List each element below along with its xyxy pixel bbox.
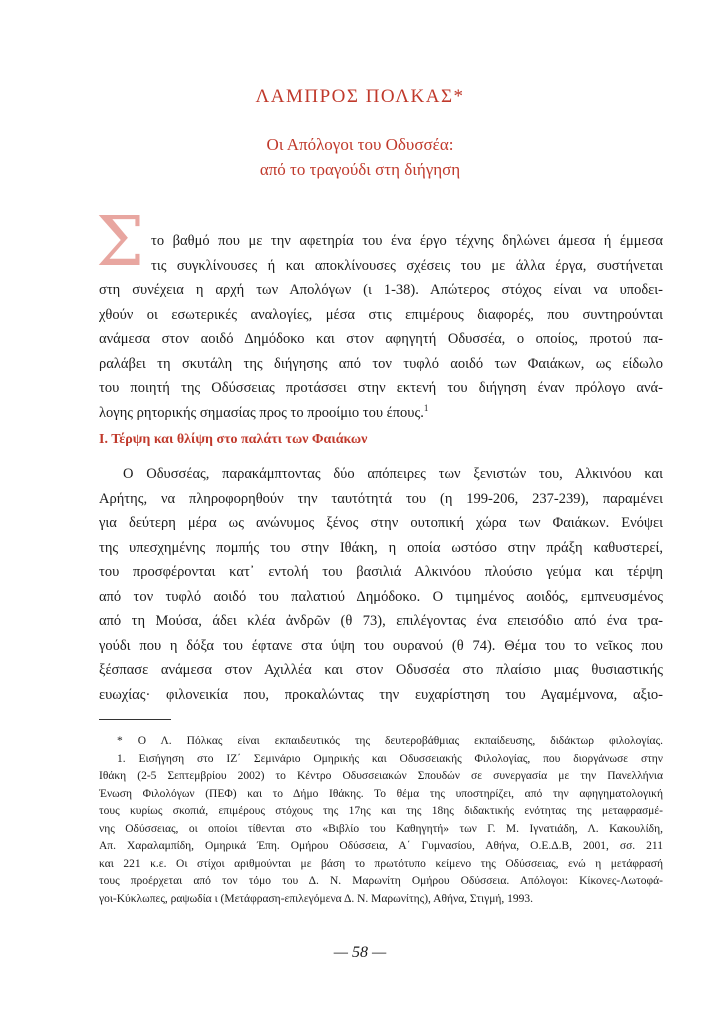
intro-line-text: λογης ρητορικής σημασίας προς το προοίμιο του έπους. [99, 404, 424, 421]
intro-line: του ποιητή της Οδύσσειας προτάσσει στην εκτενή του διήγηση έναν πρόλογο ανά- [99, 380, 663, 396]
intro-line: το βαθμό που με την αφετηρία του ένα έργο τέχνης δηλώνει άμεσα ή έμμεσα [151, 233, 663, 249]
section-line: ξέσπασε ανάμεσα στον Αχιλλέα και στον Οδυσσέα στο πλαίσιο μιας θυσιαστικής [99, 662, 663, 678]
section-line: ευωχίας· φιλονεικία που, προκαλώντας την ευχαρίστηση του Αγαμέμνονα, αξιο- [99, 686, 663, 703]
article-title [0, 132, 720, 182]
footnote-line: γοι-Κύκλωπες, ραψωδία ι (Μετάφραση-επιλεγόμενα Δ. Ν. Μαρωνίτης), Αθήνα, Στιγμή, 1993. [99, 892, 534, 905]
footnote-line: τους κυρίως σκοπιά, επιμέρους στόχους της 17ης και της 18ης διδακτικής ενότητας της μεταφρασμέ- [99, 805, 663, 817]
intro-paragraph [99, 229, 663, 425]
footnote-line: Απ. Χαραλαμπίδη, Ομηρικά Έπη. Ομήρου Οδύσσεια, Α΄ Γυμνασίου, Αθήνα, Ο.Ε.Δ.Β, 2001, σσ. 211 [99, 840, 663, 852]
section-paragraph [99, 462, 663, 707]
footnote-line: Ένωση Φιλολόγων (ΠΕΦ) και το Δήμο Ιθάκης. Το θέμα της υποστηρίζει, από την αφηγηματολογική [99, 787, 663, 800]
section-line: του προσφέρονται κατ᾽ εντολή του βασιλιά Αλκινόου πλούσιο γεύμα και τέρψη [99, 564, 663, 580]
section-line: Ο Οδυσσέας, παρακάμπτοντας δύο απόπειρες των ξενιστών του, Αλκινόου και [123, 466, 663, 482]
intro-line: χθούν οι εσωτερικές αναλογίες, μέσα στις επιμέρους διαφορές, που συντηρούνται [99, 306, 663, 323]
footnote-line: νης Οδύσσειας, οι οποίοι τίθενται στο «Βιβλίο του Καθηγητή» των Γ. Μ. Ιγνατιάδη, Λ. Κακουλίδη, [99, 822, 663, 835]
footnotes [99, 733, 663, 908]
section-line: Αρήτης, να πληροφορηθούν την ταυτότητά του (η 199-206, 237-239), παραμένει [99, 490, 663, 507]
article-title-line-1: Οι Απόλογοι του Οδυσσέα: [266, 135, 454, 154]
intro-line-last [99, 401, 663, 426]
footnote-line: και 221 κ.ε. Οι στίχοι αριθμούνται με βάση το πρωτότυπο κείμενο της Οδύσσειας, ενώ η μετάφρασή [99, 857, 663, 870]
article-title-line-2: από το τραγούδι στη διήγηση [259, 160, 461, 179]
drop-cap-initial: Σ [96, 203, 145, 282]
section-line: για δεύτερη μέρα ως ανώνυμος ξένος στην ουτοπική χώρα των Φαιάκων. Ενόψει [99, 515, 663, 531]
footnote-line: τους προέρχεται από τον τόμο του Δ. Ν. Μαρωνίτη Ομήρου Οδύσσεια. Απόλογοι: Κίκονες-Λωτοφά- [99, 875, 663, 887]
footnote-reference: 1 [423, 402, 429, 413]
intro-line: ανάμεσα στον αοιδό Δημόδοκο και στον αφηγητή Οδυσσέα, ο οποίος, προτού πα- [99, 331, 663, 347]
section-line: της υπεσχημένης πομπής του στην Ιθάκη, η οποία ωστόσο στην πράξη καθυστερεί, [99, 539, 663, 556]
section-line: από τον τυφλό αοιδό του παλατιού Δημόδοκο. Ο τιμημένος αοιδός, εμπνευσμένος [99, 588, 663, 605]
section-line: γούδι που η δόξα του έφτανε στα ύψη του ουρανού (θ 74). Θέμα του το νεῖκος που [99, 637, 663, 654]
footnote-divider [99, 719, 171, 720]
page-number: — 58 — [333, 944, 387, 961]
author-name: ΛΑΜΠΡΟΣ ΠΟΛΚΑΣ* [255, 86, 465, 107]
footnote-line: 1. Εισήγηση στο ΙΖ΄ Σεμινάριο Ομηρικής και Οδυσσειακής Φιλολογίας, που διοργάνωσε στην [117, 752, 663, 765]
intro-line: στη συνέχεια η αρχή των Απολόγων (ι 1-38). Απώτερος στόχος είναι να υποδει- [99, 282, 663, 298]
intro-line: ραλάβει τη σκυτάλη της διήγησης από τον τυφλό αοιδό των Φαιάκων, ως είδωλο [99, 355, 663, 372]
footnote-line: * Ο Λ. Πόλκας είναι εκπαιδευτικός της δευτεροβάθμιας εκπαίδευσης, διδάκτωρ φιλολογίας. [117, 735, 663, 747]
section-line: από τη Μούσα, άδει κλέα ἀνδρῶν (θ 73), επιλέγοντας ένα επεισόδιο από ένα τρα- [99, 613, 663, 629]
section-heading: Ι. Τέρψη και θλίψη στο παλάτι των Φαιάκων [99, 432, 368, 447]
intro-line: τις συγκλίνουσες ή και αποκλίνουσες σχέσεις του με άλλα έργα, συστήνεται [151, 257, 663, 274]
footnote-line: Ιθάκη (2-5 Σεπτεμβρίου 2002) το Κέντρο Οδυσσειακών Σπουδών σε συνεργασία με την Πανελλήνια [99, 770, 663, 782]
